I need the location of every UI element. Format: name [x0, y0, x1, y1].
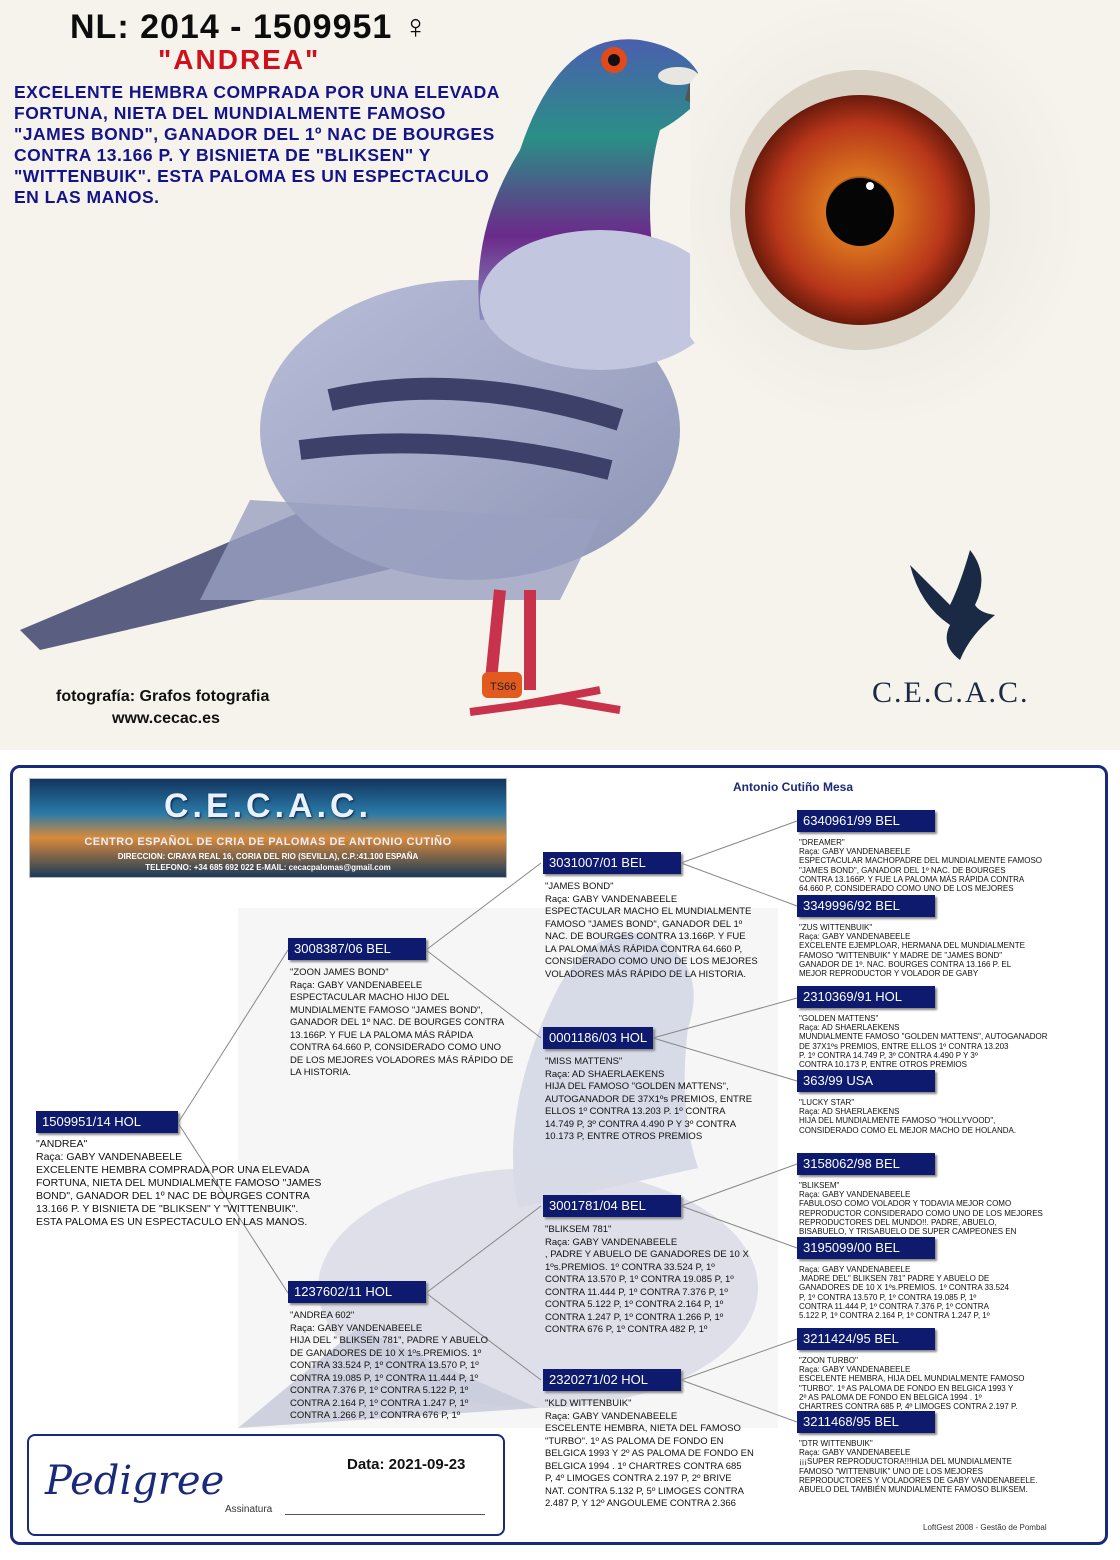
info-line: 2.487 P, Y 12º ANGOULEME CONTRA 2.366 — [545, 1498, 736, 1509]
info-line: "DREAMER" — [799, 838, 845, 847]
info-line: Raça: GABY VANDENABEELE — [36, 1151, 183, 1163]
banner-phone: TELEFONO: +34 685 692 022 E-MAIL: cecacpalomas@gmail.com — [145, 863, 391, 872]
pigeon-info-ggp-4 — [799, 1098, 1099, 1135]
info-line: FORTUNA, NIETA DEL MUNDIALMENTE FAMOSO "JAMES — [36, 1177, 322, 1189]
info-line: CONTRA 13.166P. Y FUE LA PALOMA MÁS RÁPIDA CONTRA — [799, 874, 1025, 884]
info-line: Raça: AD SHAERLAEKENS — [799, 1107, 900, 1117]
info-line: P, 4º LIMOGES CONTRA 2.197 P, 2º BRIVE — [545, 1473, 732, 1484]
info-line: , PADRE Y ABUELO DE GANADORES DE 10 X — [545, 1249, 749, 1260]
info-line: VOLADORES MÁS RÁPIDO DE LA HISTORIA. — [545, 968, 746, 980]
pigeon-ring-ggp-8[interactable]: 3211468/95 BEL — [797, 1411, 935, 1433]
pigeon-ring-ggp-5[interactable]: 3158062/98 BEL — [797, 1153, 935, 1175]
pigeon-info-ggp-3 — [799, 1014, 1099, 1069]
pigeon-ring-maternal-grandfather[interactable]: 3001781/04 BEL — [543, 1195, 681, 1217]
info-line: Raça: GABY VANDENABEELE — [799, 847, 911, 857]
banner-address: DIRECCION: C/RAYA REAL 16, CORIA DEL RIO (SEVILLA), C.P.:41.100 ESPAÑA — [117, 852, 419, 861]
info-line: FAMOSO "WITTENBUIK" UNO DE LOS MEJORES — [799, 1466, 983, 1476]
info-line: "TURBO". 1º AS PALOMA DE FONDO EN — [545, 1435, 724, 1447]
pigeon-ring-paternal-grandmother[interactable]: 0001186/03 HOL — [543, 1027, 653, 1049]
signature-label: Assinatura — [225, 1504, 273, 1515]
info-line: MUNDIALMENTE FAMOSO "GOLDEN MATTENS", AUTOGANADOR — [799, 1032, 1048, 1042]
info-line: Raça: GABY VANDENABEELE — [799, 1190, 911, 1200]
owner-name: Antonio Cutiño Mesa — [733, 780, 853, 794]
info-line: CONSIDERADO COMO EL MEJOR MACHO DE HOLANDA. — [799, 1125, 1017, 1135]
info-line: DE LOS MEJORES VOLADORES MÁS RÁPIDO DE — [290, 1054, 514, 1066]
photo-credit: fotografía: Grafos fotografia — [56, 688, 270, 705]
info-line: REPRODUCTORES Y VOLADORES DE GABY VANDENABEELE. — [799, 1475, 1038, 1485]
info-line: BELGICA 1994 . 1º CHARTRES CONTRA 685 — [545, 1460, 742, 1472]
info-line: ABUELO DEL TAMBIÉN MUNDIALMENTE FAMOSO BLIKSEM. — [799, 1485, 1028, 1495]
pedigree-footer-box — [27, 1434, 505, 1536]
info-line: Raça: GABY VANDENABEELE — [799, 1365, 911, 1375]
info-line: "ANDREA 602" — [290, 1310, 355, 1321]
info-line: "KLD WITTENBUIK" — [545, 1398, 632, 1409]
info-line: CONTRA 64.660 P, CONSIDERADO COMO UNO — [290, 1042, 501, 1053]
pigeon-info-paternal-grandmother — [545, 1056, 785, 1144]
info-line: BOND", GANADOR DEL 1º NAC DE BOURGES CONTRA — [36, 1190, 310, 1202]
info-line: EXCELENTE HEMBRA COMPRADA POR UNA ELEVADA — [36, 1164, 310, 1176]
info-line: FAMOSO "JAMES BOND", GANADOR DEL 1º — [545, 918, 743, 930]
info-line: CONSIDERADO COMO UNO DE LOS MEJORES — [545, 956, 758, 967]
info-line: CONTRA 2.164 P, 1º CONTRA 1.247 P, 1º — [290, 1397, 469, 1409]
banner-title: C.E.C.A.C. — [163, 787, 373, 825]
pigeon-info-ggp-6 — [799, 1265, 1099, 1320]
svg-text:TS66: TS66 — [490, 681, 517, 693]
info-line: ESTA PALOMA ES UN ESPECTACULO EN LAS MANOS. — [36, 1216, 308, 1228]
info-line: DE GANADORES DE 10 X 1ºs.PREMIOS. 1º — [290, 1347, 482, 1359]
pigeon-ring-mother[interactable]: 1237602/11 HOL — [288, 1281, 426, 1303]
pigeon-info-maternal-grandmother — [545, 1398, 785, 1511]
info-line: AUTOGANADOR DE 37X1ºs PREMIOS, ENTRE — [545, 1093, 753, 1105]
info-line: Raça: AD SHAERLAEKENS — [799, 1023, 900, 1033]
info-line: CONTRA 5.122 P, 1º CONTRA 2.164 P, 1º — [545, 1299, 724, 1310]
pigeon-info-maternal-grandfather — [545, 1224, 785, 1337]
info-line: ESPECTACULAR MACHOPADRE DEL MUNDIALMENTE FAMOSO — [799, 856, 1042, 866]
poster-title: NL: 2014 - 1509951 ♀ — [70, 8, 430, 46]
info-line: "DTR WITTENBUIK" — [799, 1439, 873, 1448]
pigeon-info-ggp-5 — [799, 1181, 1099, 1236]
logo-text: C.E.C.A.C. — [872, 676, 1030, 709]
info-line: MEJOR REPRODUCTOR Y VOLADOR DE GABY — [799, 969, 979, 979]
pigeon-info-paternal-grandfather — [545, 881, 785, 981]
info-line: CONTRA 676 P, 1º CONTRA 482 P, 1º — [545, 1324, 708, 1335]
website-link[interactable]: www.cecac.es — [112, 710, 220, 727]
info-line: ESPECTACULAR MACHO EL MUNDIALMENTE — [545, 906, 752, 917]
info-line: "JAMES BOND" — [545, 881, 614, 892]
info-line: 2º AS PALOMA DE FONDO EN BELGICA 1994 . 1º — [799, 1392, 982, 1402]
pigeon-ring-paternal-grandfather[interactable]: 3031007/01 BEL — [543, 852, 681, 874]
info-line: MUNDIALMENTE FAMOSO "JAMES BOND", — [290, 1004, 484, 1016]
info-line: ESPECTACULAR MACHO HIJO DEL — [290, 992, 450, 1003]
pigeon-ring-ggp-6[interactable]: 3195099/00 BEL — [797, 1237, 935, 1259]
info-line: .MADRE DEL" BLIKSEN 781" PADRE Y ABUELO DE — [799, 1274, 990, 1284]
info-line: CONTRA 10.173 P, ENTRE OTROS PREMIOS — [799, 1060, 967, 1070]
info-line: Raça: GABY VANDENABEELE — [799, 1448, 911, 1458]
info-line: "BLIKSEM" — [799, 1181, 840, 1190]
poster-description: EXCELENTE HEMBRA COMPRADA POR UNA ELEVADA FORTUNA, NIETA DEL MUNDIALMENTE FAMOSO "JAMES BOND", GANADOR DEL 1º NAC DE BOURGES CONTRA 13.166 P. Y BISNIETA DE "BLIKSEN" Y "WITTENBUIK". ESTA PALOMA ES UN ESPECTACULO EN LAS MANOS. — [14, 82, 500, 207]
pigeon-info-subject — [36, 1138, 356, 1229]
info-line: ¡¡¡SUPER REPRODUCTORA!!!HIJA DEL MUNDIALMENTE — [799, 1457, 1012, 1467]
info-line: CONTRA 1.247 P, 1º CONTRA 1.266 P, 1º — [545, 1311, 724, 1323]
info-line: ELLOS 1º CONTRA 13.203 P. 1º CONTRA — [545, 1106, 726, 1117]
pigeon-ring-father[interactable]: 3008387/06 BEL — [288, 938, 426, 960]
pigeon-name: "ANDREA" — [158, 44, 321, 75]
info-line: "TURBO". 1º AS PALOMA DE FONDO EN BELGICA 1993 Y — [799, 1383, 1014, 1393]
cecac-logo-icon — [900, 545, 1010, 665]
info-line: "ZUS WITTENBUIK" — [799, 923, 873, 932]
info-line: BISABUELO, Y TRISABUELO DE SUPER CAMPEONES EN — [799, 1227, 1017, 1237]
info-line: CONTRA 7.376 P, 1º CONTRA 5.122 P, 1º — [290, 1385, 469, 1396]
info-line: Raça: GABY VANDENABEELE — [545, 1410, 678, 1422]
info-line: ESCELENTE HEMBRA, HIJA DEL MUNDIALMENTE FAMOSO — [799, 1374, 1025, 1384]
info-line: LA HISTORIA. — [290, 1067, 352, 1078]
info-line: CONTRA 11.444 P, 1º CONTRA 7.376 P, 1º — [545, 1286, 728, 1298]
pigeon-ring-ggp-7[interactable]: 3211424/95 BEL — [797, 1328, 935, 1350]
info-line: P. 1º CONTRA 14.749 P, 3º CONTRA 4.490 P Y 3º — [799, 1050, 978, 1060]
signature-line[interactable] — [285, 1514, 485, 1515]
software-credit: LoftGest 2008 - Gestão de Pombal — [923, 1523, 1047, 1532]
info-line: HIJA DEL " BLIKSEN 781", PADRE Y ABUELO — [290, 1335, 489, 1346]
info-line: BELGICA 1993 Y 2º AS PALOMA DE FONDO EN — [545, 1448, 754, 1459]
info-line: NAC. DE BOURGES CONTRA 13.166P. Y FUE — [545, 931, 746, 942]
info-line: "BLIKSEM 781" — [545, 1224, 612, 1235]
info-line: "LUCKY STAR" — [799, 1098, 855, 1107]
pigeon-info-ggp-7 — [799, 1356, 1099, 1411]
info-line: Raça: GABY VANDENABEELE — [290, 979, 423, 991]
info-line: "ZOON JAMES BOND" — [290, 967, 389, 978]
info-line: FAMOSO "WITTENBUIK" Y MADRE DE "JAMES BOND" — [799, 950, 1003, 960]
pigeon-ring-ggp-3[interactable]: 2310369/91 HOL — [797, 986, 935, 1008]
pigeon-info-ggp-8 — [799, 1439, 1099, 1494]
info-line: CONTRA 1.266 P, 1º CONTRA 676 P, 1º — [290, 1410, 461, 1421]
info-line: 5.122 P, 1º CONTRA 2.164 P, 1º CONTRA 1.247 P, 1º — [799, 1311, 990, 1321]
info-line: NAT. CONTRA 5.132 P, 5º LIMOGES CONTRA — [545, 1485, 744, 1497]
pigeon-ring-maternal-grandmother[interactable]: 2320271/02 HOL — [543, 1369, 681, 1391]
info-line: P, 1º CONTRA 13.570 P, 1º CONTRA 19.085 P, 1º — [799, 1292, 977, 1302]
banner-subtitle: CENTRO ESPAÑOL DE CRIA DE PALOMAS DE ANTONIO CUTIÑO — [84, 836, 452, 848]
info-line: Raça: GABY VANDENABEELE — [799, 1265, 911, 1274]
pigeon-info-ggp-2 — [799, 923, 1099, 978]
pedigree-script-title: Pedigree — [45, 1458, 225, 1504]
info-line: HIJA DEL MUNDIALMENTE FAMOSO "HOLLYVOOD", — [799, 1116, 996, 1126]
info-line: Raça: GABY VANDENABEELE — [799, 932, 911, 942]
date-label: Data: 2021-09-23 — [347, 1456, 466, 1473]
pigeon-ring-subject[interactable]: 1509951/14 HOL — [36, 1111, 178, 1133]
info-line: ESCELENTE HEMBRA, NIETA DEL FAMOSO — [545, 1423, 741, 1434]
info-line: 13.166 P. Y BISNIETA DE "BLIKSEN" Y "WITTENBUIK". — [36, 1203, 299, 1215]
info-line: "ZOON TURBO" — [799, 1356, 858, 1365]
info-line: Raça: GABY VANDENABEELE — [545, 1236, 678, 1248]
pigeon-ring-ggp-2[interactable]: 3349996/92 BEL — [797, 895, 935, 917]
info-line: "GOLDEN MATTENS" — [799, 1014, 879, 1023]
info-line: Raça: GABY VANDENABEELE — [545, 893, 678, 905]
info-line: LA PALOMA MÁS RÁPIDA CONTRA 64.660 P, — [545, 943, 743, 955]
info-line: HIJA DEL FAMOSO "GOLDEN MATTENS", — [545, 1081, 729, 1092]
pigeon-info-mother — [290, 1310, 530, 1423]
info-line: FABULOSO COMO VOLADOR Y TODAVIA MEJOR COMO — [799, 1199, 1012, 1209]
pedigree-sheet — [10, 765, 1108, 1545]
info-line: 13.166P. Y FUE LA PALOMA MÁS RÁPIDA — [290, 1029, 474, 1041]
pigeon-info-ggp-1 — [799, 838, 1099, 893]
info-line: CONTRA 33.524 P, 1º CONTRA 13.570 P, 1º — [290, 1360, 479, 1371]
info-line: CONTRA 13.570 P, 1º CONTRA 19.085 P, 1º — [545, 1274, 734, 1285]
info-line: DE 37X1ºs PREMIOS, ENTRE ELLOS 1º CONTRA 13.203 — [799, 1041, 1009, 1051]
info-line: GANADORES DE 10 X 1ºs.PREMIOS. 1º CONTRA 33.524 — [799, 1283, 1009, 1293]
info-line: Raça: GABY VANDENABEELE — [290, 1322, 423, 1334]
info-line: REPRODUCTORES DEL MUNDO!!. PADRE, ABUELO, — [799, 1217, 997, 1227]
info-line: 64.660 P, CONSIDERADO COMO UNO DE LOS MEJORES — [799, 884, 1014, 894]
eye-closeup-illustration — [690, 0, 1120, 440]
pigeon-ring-ggp-1[interactable]: 6340961/99 BEL — [797, 810, 935, 832]
info-line: GANADOR DE 1º. NAC. BOURGES CONTRA 13.166 P. EL — [799, 959, 1012, 969]
info-line: CONTRA 19.085 P, 1º CONTRA 11.444 P, 1º — [290, 1372, 479, 1384]
pigeon-illustration — [0, 0, 760, 740]
info-line: 14.749 P, 3º CONTRA 4.490 P Y 3º CONTRA — [545, 1118, 737, 1130]
pigeon-ring-ggp-4[interactable]: 363/99 USA — [797, 1070, 935, 1092]
info-line: EXCELENTE EJEMPLOAR, HERMANA DEL MUNDIALMENTE — [799, 941, 1025, 951]
info-line: Raça: AD SHAERLAEKENS — [545, 1068, 665, 1080]
info-line: CONTRA 11.444 P, 1º CONTRA 7.376 P, 1º CONTRA — [799, 1301, 989, 1311]
info-line: "MISS MATTENS" — [545, 1056, 623, 1067]
info-line: "ANDREA" — [36, 1138, 88, 1150]
pigeon-info-father — [290, 967, 530, 1080]
info-line: REPRODUCTOR CONSIDERADO COMO UNO DE LOS MEJORES — [799, 1208, 1043, 1218]
info-line: 1ºs.PREMIOS. 1º CONTRA 33.524 P, 1º — [545, 1261, 715, 1273]
info-line: 10.173 P, ENTRE OTROS PREMIOS — [545, 1131, 703, 1142]
info-line: GANADOR DEL 1º NAC. DE BOURGES CONTRA — [290, 1017, 505, 1028]
poster — [0, 0, 1120, 750]
info-line: CHARTRES CONTRA 685 P, 4º LIMOGES CONTRA 2.197 P. — [799, 1402, 1018, 1412]
info-line: "JAMES BOND", GANADOR DEL 1º NAC. DE BOURGES — [799, 865, 1006, 875]
